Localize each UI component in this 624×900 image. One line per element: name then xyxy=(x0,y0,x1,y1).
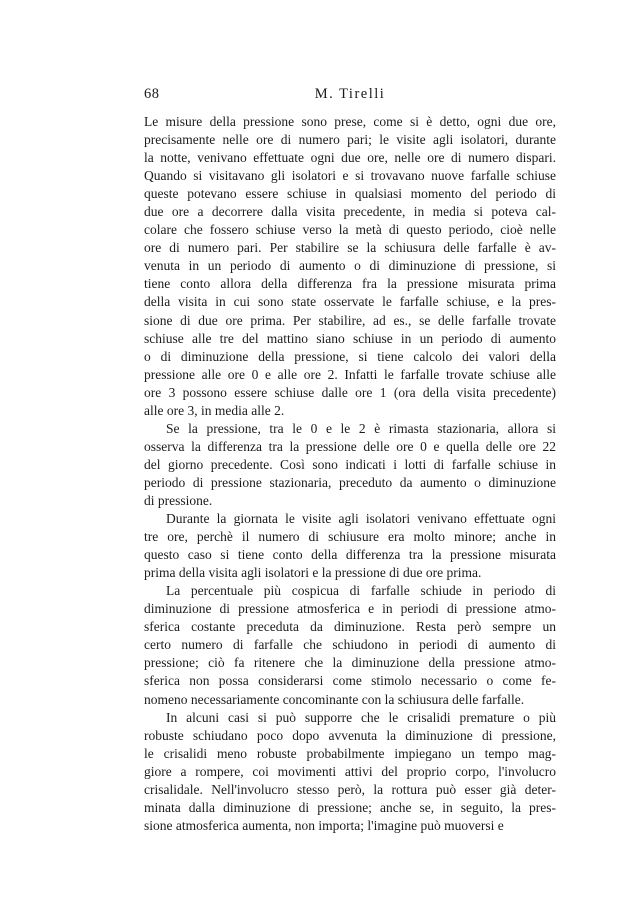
text-line: sione di due ore prima. Per stabilire, ad es., se delle farfalle trovate xyxy=(144,312,556,328)
paragraph xyxy=(144,709,556,835)
text-line: o di diminuzione della pressione, si tiene calcolo dei valori della xyxy=(144,348,556,364)
paragraph xyxy=(144,420,556,510)
text-line: schiuse alle tre del mattino siano schiuse in un periodo di aumento xyxy=(144,330,556,346)
text-line: tiene conto allora della differenza fra la pressione misurata prima xyxy=(144,276,556,292)
page-number: 68 xyxy=(144,86,160,102)
text-line: giore a rompere, coi movimenti attivi del proprio corpo, l'involucro xyxy=(144,763,556,779)
text-line: queste potevano essere schiuse in qualsiasi momento del periodo di xyxy=(144,186,556,202)
paragraph xyxy=(144,113,556,420)
text-line: Quando si visitavano gli isolatori e si trovavano nuove farfalle schiuse xyxy=(144,168,556,184)
text-line: di pressione. xyxy=(144,492,213,508)
text-line: ore 3 possono essere schiuse dalle ore 1 (ora della visita precedente) xyxy=(144,384,556,400)
text-line: ore di numero pari. Per stabilire se la schiusura delle farfalle è av- xyxy=(144,240,556,256)
running-head: M. Tirelli xyxy=(314,86,386,102)
text-line: Le misure della pressione sono prese, come si è detto, ogni due ore, xyxy=(144,114,556,129)
text-line: della visita in cui sono state osservate le farfalle schiuse, e la pres- xyxy=(144,294,556,310)
text-line: La percentuale più cospicua di farfalle schiude in periodo di xyxy=(166,583,556,599)
text-line: minata dalla diminuzione di pressione; anche se, in seguito, la pres- xyxy=(144,799,556,815)
text-line: diminuzione di pressione atmosferica e in periodi di pressione atmo- xyxy=(144,601,556,617)
text-line: precisamente nelle ore di numero pari; le visite agli isolatori, durante xyxy=(144,132,556,148)
text-line: robuste schiudano poco dopo avvenuta la diminuzione di pressione, xyxy=(144,727,556,743)
text-line: periodo di pressione stazionaria, preceduto da aumento o diminuzione xyxy=(144,474,556,490)
text-line: del giorno precedente. Così sono indicati i lotti di farfalle schiuse in xyxy=(144,456,556,472)
paragraph xyxy=(144,510,556,582)
text-line: colare che fossero schiuse verso la metà di questo periodo, cioè nelle xyxy=(144,222,556,238)
text-line: due ore a decorrere dalla visita precedente, in media si poteva cal- xyxy=(144,204,556,220)
text-line: prima della visita agli isolatori e la pressione di due ore prima. xyxy=(144,565,482,581)
text-line: crisalidale. Nell'involucro stesso però, la rottura può esser già deter- xyxy=(144,781,556,797)
text-line: alle ore 3, in media alle 2. xyxy=(144,402,285,418)
paragraph xyxy=(144,582,556,708)
text-line: pressione alle ore 0 e alle ore 2. Infatti le farfalle trovate schiuse alle xyxy=(144,366,556,382)
text-line: Durante la giornata le visite agli isolatori venivano effettuate ogni xyxy=(166,511,556,527)
text-line: osserva la differenza tra la pressione delle ore 0 e quella delle ore 22 xyxy=(144,438,556,454)
text-line: sferica costante preceduta da diminuzione. Resta però sempre un xyxy=(144,619,556,635)
text-line: tre ore, perchè il numero di schiusure era molto minore; anche in xyxy=(144,529,556,545)
text-line: sferica non possa considerarsi come stimolo necessario o come fe- xyxy=(144,673,556,689)
text-line: sione atmosferica aumenta, non importa; l'imagine può muoversi e xyxy=(144,817,504,833)
text-line: certo numero di farfalle che schiudono in periodi di aumento di xyxy=(144,637,556,653)
body-text xyxy=(144,113,556,835)
page-header xyxy=(144,86,556,106)
text-line: Se la pressione, tra le 0 e le 2 è rimasta stazionaria, allora si xyxy=(166,420,556,436)
text-line: questo caso si tiene conto della differenza tra la pressione misurata xyxy=(144,547,556,563)
text-line: In alcuni casi si può supporre che le crisalidi premature o più xyxy=(166,709,556,725)
text-line: le crisalidi meno robuste probabilmente impiegano un tempo mag- xyxy=(144,745,556,761)
text-line: venuta in un periodo di aumento o di diminuzione di pressione, si xyxy=(144,258,556,274)
text-line: la notte, venivano effettuate ogni due ore, nelle ore di numero dispari. xyxy=(144,150,556,166)
text-line: pressione; ciò fa ritenere che la diminuzione della pressione atmo- xyxy=(144,655,556,671)
text-line: nomeno necessariamente concominante con la schiusura delle farfalle. xyxy=(144,691,525,707)
